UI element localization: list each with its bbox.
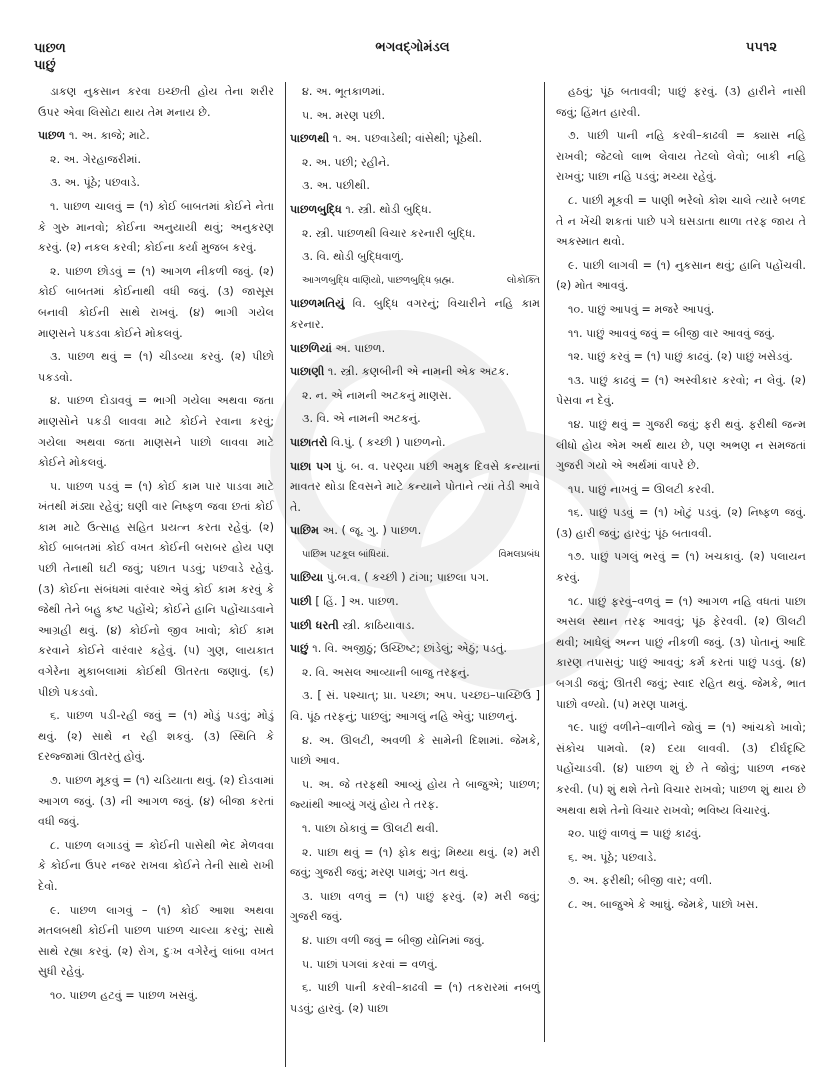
column-divider (285, 82, 286, 1067)
definition-text: ૨. પાછા થવું = (૧) ફોક થવું; મિથ્યા થવું. (૨) મરી જવું; ગુજરી જવું; મરણ પામવું; ગત થવું. (290, 845, 540, 880)
column-1 (38, 82, 274, 1010)
entry-sense (556, 895, 806, 916)
entry-sense (556, 300, 806, 321)
column-divider (544, 82, 545, 1042)
entry-sense (290, 775, 540, 816)
definition-text: ૪. અ. ઊલટી, અવળી કે સામેની દિશામાં. જેમકે, પાછો આવ. (290, 733, 540, 768)
entry-sense (290, 386, 540, 407)
definition-text: ૪. પાછળ દોડાવવું = ભાગી ગયેલા અથવા જતા માણસોને પકડી લાવવા માટે કોઈને રવાના કરવું; ગયેલા અથવા જતા માણસને પાછો લાવવા માટે કોઈને મોકલવું. (38, 394, 274, 470)
definition-text: ૧૩. પાછું કાઢવું = (૧) અસ્વીકાર કરવો; ન લેવું. (૨) પેસવા ન દેવું. (556, 373, 806, 408)
definition-text: ૧૬. પાછું પડવું = (૧) ખોટું પડવું. (૨) નિષ્ફળ જવું. (૩) હારી જવું; હારવું; પૂંઠ બતાવવી. (556, 506, 806, 540)
definition-text: પું. બ. વ. પરણ્યા પછી અમુક દિવસે કન્યાનાં માવતર થોડા દિવસને માટે કન્યાને પોતાને ત્યાં તેડી આવે તે. (290, 459, 541, 514)
entry-sense (38, 706, 274, 768)
dictionary-entry (290, 568, 540, 589)
page-number: ૫૫૧૨ (745, 40, 777, 55)
headword: પાછળથી (290, 132, 330, 146)
entry-sense (556, 547, 806, 588)
definition-text: ૨. પાછળ છોડવું = (૧) આગળ નીકળી જવું. (૨) કોઈ બાબતમાં કોઈનાથી વધી જવું. (૩) જાસૂસ બનાવી કોઈની સાથે રાખવું. (૪) ભાગી ગયેલ માણસને પકડવા કોઈને મોકલવું. (38, 264, 274, 340)
definition-text: ૬. અ. પૂંઠે; પછવાડે. (568, 850, 657, 864)
definition-text: ૭. પાછળ મૂકવું = (૧) ચડિયાતા થવું. (૨) દોડવામાં આગળ જવું. (૩) ની આગળ જવું. (૪) બીજા કરતાં વધી જવું. (38, 774, 274, 829)
definition-text: ૨. અ. ગેરહાજરીમાં. (50, 152, 142, 166)
definition-text: ૯. પાછળ લાગવું – (૧) કોઈ આશા અથવા મતલબથી કોઈની પાછળ પાછળ ચાલ્યા કરવું; સાથે સાથે રહ્યા કરવું. (૨) રોગ, દુઃખ વગેરેનું લાંબા વખત સુધી રહેવું. (38, 903, 274, 979)
definition-text: ૧૧. પાછું આવવું જવું = બીજી વાર આવવું જવું. (568, 326, 775, 340)
quote-text: આગળબુદ્ધિ વાણિયો, પાછળબુદ્ધિ બ્રહ્મ. (302, 274, 455, 286)
definition-text: ૩. અ. પછીથી. (302, 179, 370, 193)
definition-text: ૧. અ. કાજે; માટે. (65, 129, 150, 143)
definition-text: ૧૮. પાછું ફરવું–વળવું = (૧) આગળ નહિ વધતાં પાછા અસલ સ્થાન તરફ આવવું; પૂંઠ ફેરવવી. (૨) ઊલટી થવી; ખાધેલું અન્ન પાછું નીકળી જવું. (૩) પોતાનું આદિ કારણ તપાસવું; પાછું આવવું; કર્મ કરતાં પાછું પડવું. (૪) બગડી જવું; ઊતરી જવું; સ્વાદ રહિત થવું. જેમકે, ભાત પાછો વળ્યો. (૫) મરણ પામવું. (556, 594, 806, 711)
headword: પાછિયા (290, 571, 324, 585)
entry-sense (290, 224, 540, 245)
entry-sense (290, 931, 540, 952)
definition-text: અ. ( જૂ. ગુ. ) પાછળ. (319, 524, 422, 538)
definition-text: ૫. પાછળ પડવું = (૧) કોઈ કામ પાર પાડવા માટે ખંતથી મંડ્યા રહેવું; ઘણી વાર નિષ્ફળ જવા છતાં કોઈ કામ માટે ઉત્સાહ સહિત પ્રયત્ન કરતા રહેવું. (૨) કોઈ બાબતમાં કોઈ વખત કોઈની બરાબર હોય પણ પછી તેનાથી ઘટી જવું; પછાત પડવું; પછવાડે રહેવું. (૩) કોઈના સંબંધમાં વારંવાર એવું કોઈ કામ કરવું કે જેથી તેને બહુ કષ્ટ પહોંચે; કોઈને હાનિ પહોંચાડવાને આગ્રહી થવું. (૪) કોઈનો જીવ ખાવો; કોઈ કામ કરવાને કોઈને વારંવાર કહેવું. (૫) ગુણ, લાયકાત વગેરેના મુકાબલામાં કોઈથી ઊતરતા જણાવું. (૬) પીછો પકડવો. (38, 479, 274, 699)
entry-sense (556, 82, 806, 123)
definition-text: ૧૨. પાછું કરવું = (૧) પાછું કાઢવું. (૨) પાછું ખસેડવું. (568, 350, 793, 364)
entry-sense (38, 771, 274, 833)
definition-text: ૮. પાછળ લગાડવું = કોઈની પાસેથી ભેદ મેળવવા કે કોઈના ઉપર નજર રાખવા કોઈને તેની સાથે રાખી દેવો. (38, 838, 274, 893)
headword: પાછળિયાં (290, 341, 332, 355)
entry-sense (290, 106, 540, 127)
dictionary-entry (290, 521, 540, 542)
entry-sense (290, 153, 540, 174)
definition-text: ૧. પાછળ ચાલવું = (૧) કોઈ બાબતમાં કોઈને નેતા કે ગુરુ માનવો; કોઈના અનુયાયી થવું; અનુકરણ કરવું. (૨) નકલ કરવી; કોઈના કર્યા મુજબ કરવું. (38, 199, 274, 255)
definition-text: ૧૯. પાછું વળીને–વાળીને જોવું = (૧) આંચકો ખાવો; સંકોચ પામવો. (૨) દયા લાવવી. (૩) દીર્ઘદૃષ્ટિ પહોંચાડવી. (૪) પાછળ શું છે તે જોવું; પાછળ નજર કરવી. (૫) શું થશે તેનો વિચાર રાખવો; પાછળ શું થાય છે અથવા થશે તેનો વિચાર રાખવો; ભવિષ્ય વિચારવું. (556, 721, 806, 817)
entry-sense (38, 477, 274, 704)
dictionary-entry (290, 616, 540, 637)
definition-text: ૫. પાછાં પગલાં કરવાં = વળવું. (302, 957, 438, 971)
entry-sense (290, 978, 540, 1019)
entry-sense (556, 592, 806, 716)
definition-text: ૩. વિ. એ નામની અટકનું. (302, 412, 421, 426)
headword: પાછું (290, 642, 309, 656)
definition-text: અ. પાછળ. (331, 341, 386, 355)
headword: પાછાતરો (290, 435, 328, 449)
dictionary-entry (290, 200, 540, 221)
entry-sense (556, 371, 806, 412)
entry-sense (38, 262, 274, 344)
definition-text: ૩. અ. પૂંઠે; પછવાડે. (50, 176, 140, 190)
definition-text: ૧. સ્ત્રી. થોડી બુદ્ધિ. (341, 202, 432, 216)
entry-sense (290, 819, 540, 840)
definition-text: ૩. [ સં. પશ્ચાત્; પ્રા. પચ્છા; અપ. પચ્છઇ–પાચ્છિઉ ] વિ. પૂંઠ તરફનું; પાછલું; આગલું નહિ એવું; પાછળનું. (290, 689, 540, 724)
entry-sense (290, 686, 540, 727)
definition-text: ૧. વિ. અજીઠું; ઉચ્છિષ્ટ; છાંડેલું; એઠું; પડતું. (308, 642, 507, 656)
dictionary-entry (290, 294, 540, 335)
definition-text: ૧૭. પાછું પગલું ભરવું = (૧) ખચકાવું. (૨) પલાયન કરવું. (556, 550, 806, 585)
definition-text: વિ. બુદ્ધિ વગરનું; વિચારીને નહિ કામ કરનાર. (290, 297, 540, 331)
entry-sense (290, 409, 540, 430)
quote-text: પાછિમ પટકૂલ બાંધિયાં. (302, 548, 390, 560)
entry-sense (38, 986, 274, 1007)
entry-sense (38, 150, 274, 171)
quote-source: વિમલપ્રબંધ (498, 548, 540, 560)
definition-text: વિ.પું. ( કચ્છી ) પાછળનો. (327, 435, 446, 449)
entry-sense (556, 718, 806, 821)
definition-text: ૩. પાછળ થવું = (૧) ચીડવ્યા કરવું. (૨) પીછો પકડવો. (38, 350, 274, 384)
definition-text: ૫. અ. જે તરફથી આવ્યું હોય તે બાજુએ; પાછળ; જ્યાંથી આવ્યું ગયું હોય તે તરફ. (290, 777, 540, 812)
headword: પાછાણી (290, 365, 325, 379)
headword: પાછી ધરતી (290, 618, 339, 632)
headword: પાછળબુદ્ધિ (290, 202, 342, 216)
dictionary-entry (290, 639, 540, 660)
dictionary-entry (290, 362, 540, 383)
entry-sense (290, 176, 540, 197)
definition-text: ૧૫. પાછું નાખવું = ઊલટી કરવી. (568, 482, 715, 496)
definition-text: ૬. પાછળ પડી-રહી જવું = (૧) મોડું પડવું; મોડું થવું. (૨) સાથે ન રહી શકવું. (૩) સ્થિતિ કે દરજ્જામાં ઊતરતું હોવું. (38, 709, 274, 764)
dictionary-entry (290, 339, 540, 360)
guide-word-first: પાછળ (34, 41, 66, 56)
headword: પાછી (290, 595, 312, 609)
definition-text: ૮. પાછી મૂકવી = પાણી ભરેલો કોશ ચાલે ત્યારે બળદ તે ન ખેંચી શકતાં પાછે પગે ઘસડાતા થાળા તરફ જાય તે અકસ્માત થવો. (556, 193, 806, 249)
entry-sense (38, 901, 274, 983)
entry-sense (290, 731, 540, 772)
entry-sense (38, 836, 274, 898)
entry-sense (290, 843, 540, 884)
quotation (290, 271, 540, 292)
entry-sense (556, 324, 806, 345)
definition-text: ૯. પાછી લાગવી = (૧) નુકસાન થવું; હાનિ પહોંચવી. (૨) મોત આવવું. (556, 258, 806, 293)
definition-text: ૮. અ. બાજુએ કે આઘું. જેમકે, પાછો ખસ. (568, 897, 759, 911)
entry-sense (290, 663, 540, 684)
book-title: ભગવદ્ગોમંડલ (375, 40, 450, 55)
definition-text: ૧. અ. પછવાડેથી; વાંસેથી; પૂંઠેથી. (329, 132, 483, 146)
entry-sense (38, 347, 274, 388)
definition-text: ૫. અ. મરણ પછી. (302, 108, 386, 122)
entry-sense (556, 415, 806, 477)
quotation (290, 545, 540, 566)
definition-text: સ્ત્રી. કાઠિયાવાડ. (338, 618, 415, 632)
definition-text: હઠવું; પૂંઠ બતાવવી; પાછું ફરવું. (૩) હારીને નાસી જવું; હિંમત હારવી. (556, 85, 806, 119)
entry-sense (290, 247, 540, 268)
headword: પાછિમ (290, 524, 320, 538)
definition-text: ૭. પાછી પાની નહિ કરવી–કાઢવી = ક્યાસ નહિ રાખવી; જેટલો લાભ લેવાય તેટલો લેવો; બાકી નહિ રાખવું; પાછા નહિ પડવું; મચ્યા રહેવું. (556, 129, 806, 184)
entry-sense (556, 871, 806, 892)
dictionary-entry (38, 126, 274, 147)
definition-text: ૨. ન. એ નામની અટકનું માણસ. (302, 388, 452, 402)
definition-text: ૨. સ્ત્રી. પાછળથી વિચાર કરનારી બુદ્ધિ. (302, 226, 476, 240)
dictionary-entry (290, 129, 540, 150)
entry-sense (556, 347, 806, 368)
entry-sense (556, 824, 806, 845)
entry-sense (38, 391, 274, 473)
dictionary-entry (290, 592, 540, 613)
entry-sense (38, 173, 274, 194)
definition-text: ૧. સ્ત્રી. કણબીની એ નામની એક અટક. (324, 365, 510, 379)
entry-sense (556, 191, 806, 253)
definition-text: ડાકણ નુકસાન કરવા ઇચ્છતી હોય તેના શરીર ઉપર એવા લિસોટા થાય તેમ મનાય છે. (38, 85, 274, 119)
entry-sense (556, 848, 806, 869)
definition-text: ૧૦. પાછું આપવું = મજરે આપવું. (568, 302, 715, 316)
dictionary-entry (290, 457, 540, 519)
definition-text: ૪. અ. ભૂતકાળમાં. (302, 85, 385, 98)
headword: પાછળ (38, 129, 66, 143)
headword: પાછા પગ (290, 459, 332, 473)
definition-text: ૧૪. પાછું થવું = ગુજરી જવું; ફરી થવું. ફરીથી જન્મ લીધો હોય એમ અર્થ થાય છે, પણ અભણ ન સમજતાં ગુજરી ગયો એ અર્થમાં વાપરે છે. (556, 417, 806, 473)
dictionary-entry (290, 433, 540, 454)
entry-sense (38, 197, 274, 259)
entry-sense (38, 82, 274, 123)
definition-text: પું.બ.વ. ( કચ્છી ) ટાંગા; પાછલા પગ. (323, 571, 490, 585)
definition-text: ૨૦. પાછું વાળવું = પાછું કાઢવું. (568, 827, 702, 841)
definition-text: [ હિં. ] અ. પાછળ. (311, 595, 399, 609)
guide-word-last: પાછું (34, 58, 56, 73)
page-header (0, 40, 825, 80)
definition-text: ૩. વિ. થોડી બુદ્ધિવાળું. (302, 250, 404, 264)
definition-text: ૧. પાછા ઠોકાવું = ઊલટી થવી. (302, 822, 439, 835)
definition-text: ૨. અ. પછી; રહીને. (302, 155, 390, 169)
definition-text: ૬. પાછી પાની કરવી–કાઢવી = (૧) તકરારમાં નબળું પડવું; હારવું. (૨) પાછા (290, 981, 540, 1015)
entry-sense (556, 480, 806, 501)
entry-sense (290, 82, 540, 103)
definition-text: ૩. પાછા વળવું = (૧) પાછું ફરવું. (૨) મરી જવું; ગુજરી જવું. (290, 889, 540, 924)
entry-sense (556, 256, 806, 297)
quote-source: લોકોક્તિ (506, 274, 540, 286)
column-2 (290, 82, 540, 1022)
definition-text: ૭. અ. ફરીથી; બીજી વાર; વળી. (568, 874, 713, 888)
entry-sense (556, 503, 806, 544)
definition-text: ૧૦. પાછળ હટવું = પાછળ ખસવું. (50, 988, 198, 1002)
entry-sense (290, 887, 540, 928)
entry-sense (290, 955, 540, 976)
definition-text: ૨. વિ. અસલ આવ્યાની બાજુ તરફનું. (302, 665, 470, 679)
definition-text: ૪. પાછા વળી જવું = બીજી યોનિમાં જવું. (302, 933, 485, 947)
entry-sense (556, 126, 806, 188)
column-3 (556, 82, 806, 919)
headword: પાછળમતિયું (290, 297, 345, 311)
